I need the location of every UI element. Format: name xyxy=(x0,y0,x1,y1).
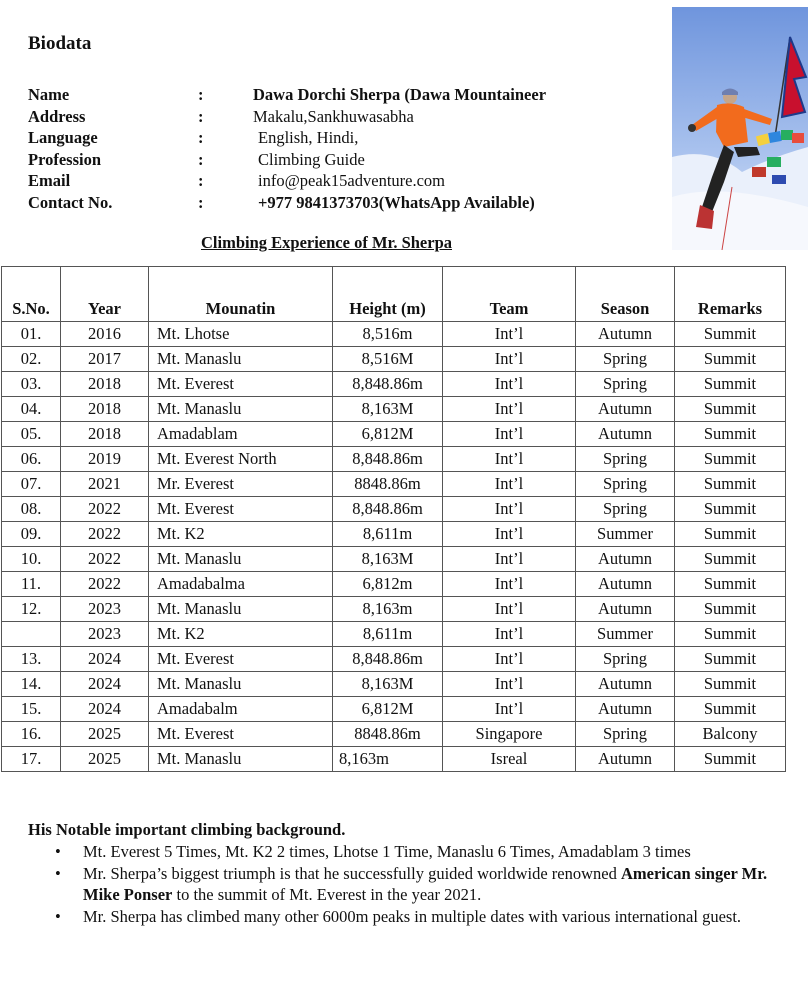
cell-remarks: Summit xyxy=(675,522,786,547)
cell-remarks: Summit xyxy=(675,747,786,772)
cell-sno: 13. xyxy=(2,647,61,672)
cell-year: 2024 xyxy=(61,697,149,722)
cell-mountain: Mt. Manaslu xyxy=(149,547,333,572)
cell-remarks: Summit xyxy=(675,572,786,597)
cell-sno: 15. xyxy=(2,697,61,722)
col-header-remarks: Remarks xyxy=(675,267,786,322)
table-row xyxy=(2,322,786,347)
cell-season: Spring xyxy=(576,372,675,397)
cell-year: 2021 xyxy=(61,472,149,497)
cell-height: 8,611m xyxy=(333,622,443,647)
cell-sno: 05. xyxy=(2,422,61,447)
cell-team: Int’l xyxy=(443,472,576,497)
cell-remarks: Summit xyxy=(675,322,786,347)
table-row xyxy=(2,522,786,547)
cell-mountain: Mr. Everest xyxy=(149,472,333,497)
cell-year: 2025 xyxy=(61,722,149,747)
info-label: Name xyxy=(28,85,70,104)
cell-height: 8,163m xyxy=(333,747,443,772)
cell-team: Isreal xyxy=(443,747,576,772)
cell-season: Spring xyxy=(576,722,675,747)
cell-sno: 11. xyxy=(2,572,61,597)
cell-mountain: Mt. Manaslu xyxy=(149,672,333,697)
cell-season: Autumn xyxy=(576,422,675,447)
info-colon: : xyxy=(198,85,204,104)
info-colon: : xyxy=(198,192,204,212)
cell-remarks: Summit xyxy=(675,372,786,397)
cell-height: 6,812M xyxy=(333,422,443,447)
table-row xyxy=(2,597,786,622)
info-colon: : xyxy=(198,106,204,126)
table-row xyxy=(2,672,786,697)
climbing-experience-table xyxy=(1,266,786,772)
cell-season: Spring xyxy=(576,472,675,497)
cell-team: Int’l xyxy=(443,547,576,572)
cell-season: Spring xyxy=(576,497,675,522)
cell-mountain: Mt. Everest xyxy=(149,497,333,522)
notable-heading: His Notable important climbing background. xyxy=(28,820,346,839)
info-label: Email xyxy=(28,171,71,190)
cell-season: Autumn xyxy=(576,397,675,422)
cell-height: 8848.86m xyxy=(333,722,443,747)
table-row xyxy=(2,547,786,572)
cell-height: 8,848.86m xyxy=(333,372,443,397)
cell-height: 8,611m xyxy=(333,522,443,547)
cell-year: 2023 xyxy=(61,622,149,647)
list-item xyxy=(55,863,788,906)
cell-mountain: Mt. Manaslu xyxy=(149,597,333,622)
table-row xyxy=(2,497,786,522)
bullet-icon: • xyxy=(55,906,61,926)
cell-height: 8,848.86m xyxy=(333,497,443,522)
cell-height: 8,163M xyxy=(333,672,443,697)
info-label: Profession xyxy=(28,149,102,169)
cell-remarks: Summit xyxy=(675,447,786,472)
info-row-profession xyxy=(28,149,546,171)
cell-team: Int’l xyxy=(443,697,576,722)
biodata-info xyxy=(28,84,546,213)
info-value-language: English, Hindi, xyxy=(258,128,359,147)
cell-team: Int’l xyxy=(443,447,576,472)
info-value-email: info@peak15adventure.com xyxy=(258,171,446,190)
cell-season: Autumn xyxy=(576,697,675,722)
table-row xyxy=(2,472,786,497)
cell-year: 2018 xyxy=(61,397,149,422)
cell-season: Autumn xyxy=(576,547,675,572)
col-header-sno: S.No. xyxy=(2,267,61,322)
cell-season: Summer xyxy=(576,622,675,647)
info-colon: : xyxy=(198,149,204,169)
info-row-address xyxy=(28,106,546,128)
cell-height: 8,163M xyxy=(333,547,443,572)
cell-team: Int’l xyxy=(443,422,576,447)
cell-remarks: Summit xyxy=(675,397,786,422)
cell-mountain: Amadablam xyxy=(149,422,333,447)
cell-height: 8,163m xyxy=(333,597,443,622)
cell-height: 8,516m xyxy=(333,322,443,347)
cell-sno: 08. xyxy=(2,497,61,522)
cell-season: Autumn xyxy=(576,672,675,697)
cell-year: 2016 xyxy=(61,322,149,347)
info-colon: : xyxy=(198,128,204,147)
cell-sno: 17. xyxy=(2,747,61,772)
col-header-mountain: Mounatin xyxy=(149,267,333,322)
cell-sno: 10. xyxy=(2,547,61,572)
info-label: Contact No. xyxy=(28,192,113,212)
cell-height: 8848.86m xyxy=(333,472,443,497)
table-row xyxy=(2,422,786,447)
notable-list xyxy=(28,841,788,927)
cell-team: Int’l xyxy=(443,322,576,347)
cell-team: Int’l xyxy=(443,622,576,647)
cell-year: 2025 xyxy=(61,747,149,772)
cell-mountain: Mt. Everest xyxy=(149,722,333,747)
cell-team: Int’l xyxy=(443,672,576,697)
cell-year: 2019 xyxy=(61,447,149,472)
cell-mountain: Amadabalm xyxy=(149,697,333,722)
cell-mountain: Mt. Everest North xyxy=(149,447,333,472)
info-row-name xyxy=(28,84,546,106)
table-row xyxy=(2,572,786,597)
cell-mountain: Mt. Lhotse xyxy=(149,322,333,347)
bullet-icon: • xyxy=(55,863,61,883)
info-row-contact xyxy=(28,192,546,214)
cell-year: 2022 xyxy=(61,497,149,522)
cell-sno: 01. xyxy=(2,322,61,347)
cell-sno: 06. xyxy=(2,447,61,472)
cell-remarks: Summit xyxy=(675,472,786,497)
list-item-text: Mr. Sherpa has climbed many other 6000m peaks in multiple dates with various international guest. xyxy=(83,906,742,926)
list-item xyxy=(55,906,788,928)
info-value-address: Makalu,Sankhuwasabha xyxy=(253,106,414,126)
cell-sno: 14. xyxy=(2,672,61,697)
table-body xyxy=(2,322,786,772)
info-value-contact: +977 9841373703(WhatsApp Available) xyxy=(258,192,535,212)
table-row xyxy=(2,622,786,647)
col-header-season: Season xyxy=(576,267,675,322)
list-item-text: Mr. Sherpa’s biggest triumph is that he successfully guided worldwide renowned xyxy=(83,863,621,883)
cell-team: Int’l xyxy=(443,572,576,597)
cell-season: Autumn xyxy=(576,572,675,597)
cell-sno: 07. xyxy=(2,472,61,497)
info-label: Language xyxy=(28,128,98,147)
cell-sno: 04. xyxy=(2,397,61,422)
cell-year: 2024 xyxy=(61,647,149,672)
cell-remarks: Summit xyxy=(675,672,786,697)
info-label: Address xyxy=(28,106,86,126)
cell-team: Int’l xyxy=(443,347,576,372)
cell-season: Spring xyxy=(576,647,675,672)
info-value-name: Dawa Dorchi Sherpa (Dawa Mountaineer xyxy=(253,85,547,104)
cell-remarks: Summit xyxy=(675,622,786,647)
list-item xyxy=(55,841,788,863)
cell-height: 6,812M xyxy=(333,697,443,722)
document-title: Biodata xyxy=(28,33,92,54)
cell-height: 8,848.86m xyxy=(333,447,443,472)
cell-season: Spring xyxy=(576,447,675,472)
cell-season: Autumn xyxy=(576,747,675,772)
cell-year: 2022 xyxy=(61,522,149,547)
cell-year: 2022 xyxy=(61,547,149,572)
table-row xyxy=(2,347,786,372)
cell-sno: 03. xyxy=(2,372,61,397)
cell-team: Int’l xyxy=(443,597,576,622)
table-row xyxy=(2,372,786,397)
col-header-team: Team xyxy=(443,267,576,322)
cell-season: Summer xyxy=(576,522,675,547)
cell-mountain: Mt. Manaslu xyxy=(149,347,333,372)
cell-remarks: Summit xyxy=(675,597,786,622)
table-row xyxy=(2,747,786,772)
info-colon: : xyxy=(198,171,204,190)
notable-section xyxy=(28,820,788,927)
cell-sno xyxy=(2,622,61,647)
cell-sno: 12. xyxy=(2,597,61,622)
cell-sno: 16. xyxy=(2,722,61,747)
cell-team: Singapore xyxy=(443,722,576,747)
cell-remarks: Summit xyxy=(675,497,786,522)
cell-team: Int’l xyxy=(443,647,576,672)
cell-season: Autumn xyxy=(576,322,675,347)
list-item-text: Mt. Everest 5 Times, Mt. K2 2 times, Lhotse 1 Time, Manaslu 6 Times, Amadablam 3 times xyxy=(83,842,691,861)
cell-team: Int’l xyxy=(443,522,576,547)
cell-year: 2023 xyxy=(61,597,149,622)
cell-height: 6,812m xyxy=(333,572,443,597)
list-item-text: to the summit of Mt. Everest in the year 2021. xyxy=(172,885,482,904)
col-header-year: Year xyxy=(61,267,149,322)
cell-mountain: Mt. Manaslu xyxy=(149,397,333,422)
cell-mountain: Mt. K2 xyxy=(149,522,333,547)
cell-season: Spring xyxy=(576,347,675,372)
cell-remarks: Balcony xyxy=(675,722,786,747)
cell-team: Int’l xyxy=(443,497,576,522)
table-title: Climbing Experience of Mr. Sherpa xyxy=(201,233,453,252)
cell-year: 2017 xyxy=(61,347,149,372)
cell-remarks: Summit xyxy=(675,347,786,372)
cell-mountain: Mt. K2 xyxy=(149,622,333,647)
table-row xyxy=(2,397,786,422)
cell-mountain: Mt. Everest xyxy=(149,372,333,397)
cell-mountain: Mt. Manaslu xyxy=(149,747,333,772)
table-row xyxy=(2,697,786,722)
info-value-profession: Climbing Guide xyxy=(258,149,365,169)
cell-remarks: Summit xyxy=(675,422,786,447)
cell-year: 2024 xyxy=(61,672,149,697)
info-row-language xyxy=(28,127,546,149)
cell-year: 2018 xyxy=(61,372,149,397)
cell-height: 8,848.86m xyxy=(333,647,443,672)
cell-height: 8,516M xyxy=(333,347,443,372)
cell-team: Int’l xyxy=(443,372,576,397)
table-header-row xyxy=(2,267,786,322)
info-row-email xyxy=(28,170,546,192)
table-row xyxy=(2,722,786,747)
table-row xyxy=(2,447,786,472)
cell-year: 2022 xyxy=(61,572,149,597)
cell-mountain: Mt. Everest xyxy=(149,647,333,672)
cell-remarks: Summit xyxy=(675,697,786,722)
cell-sno: 02. xyxy=(2,347,61,372)
cell-year: 2018 xyxy=(61,422,149,447)
climber-photo xyxy=(672,7,808,250)
cell-mountain: Amadabalma xyxy=(149,572,333,597)
cell-height: 8,163M xyxy=(333,397,443,422)
list-item-bold-text: American singer Mr. Mike Ponser xyxy=(83,863,768,904)
bullet-icon: • xyxy=(55,842,61,861)
cell-team: Int’l xyxy=(443,397,576,422)
cell-season: Autumn xyxy=(576,597,675,622)
col-header-height: Height (m) xyxy=(333,267,443,322)
cell-remarks: Summit xyxy=(675,647,786,672)
cell-remarks: Summit xyxy=(675,547,786,572)
table-row xyxy=(2,647,786,672)
cell-sno: 09. xyxy=(2,522,61,547)
